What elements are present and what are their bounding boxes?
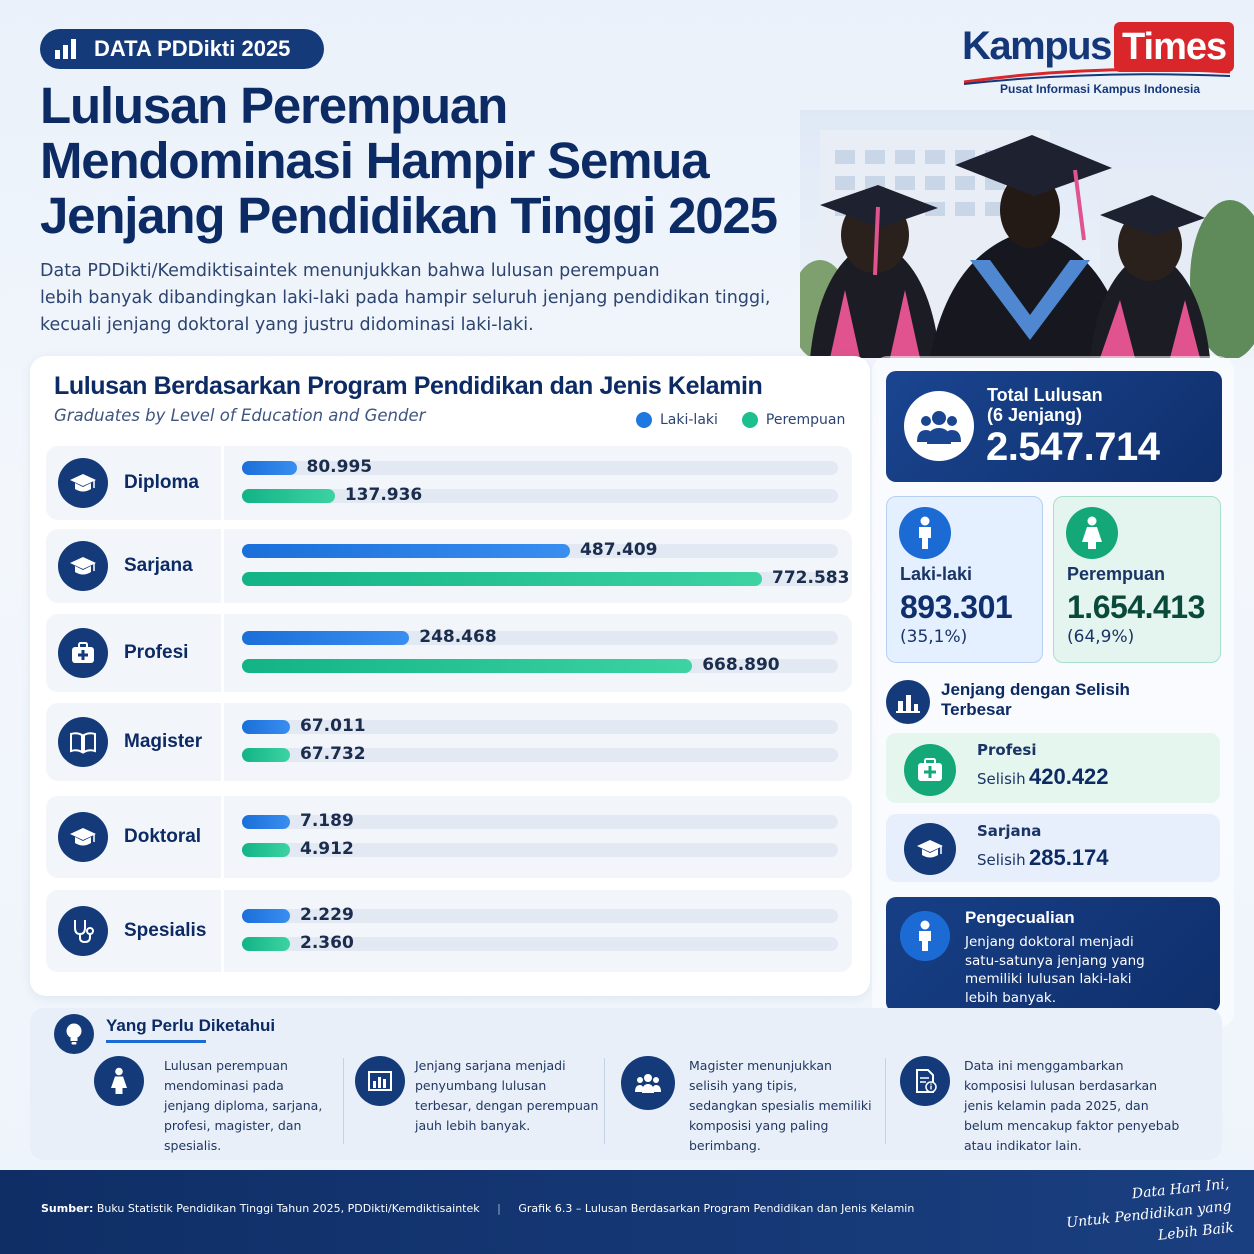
key-fact-line: belum mencakup faktor penyebab [964, 1118, 1180, 1133]
data-label: 67.011 [300, 716, 366, 736]
total-label-line: (6 Jenjang) [987, 405, 1083, 425]
gap-word: Selisih [977, 851, 1026, 869]
medical-kit-icon [58, 628, 108, 678]
key-fact-line: terbesar, dengan perempuan [415, 1098, 599, 1113]
key-fact-line: mendominasi pada [164, 1078, 284, 1093]
page-title [40, 78, 820, 243]
data-label: 772.583 [772, 568, 850, 588]
man-icon [899, 507, 951, 559]
gap-card-sarjana [886, 814, 1220, 882]
bar-chart-icon [886, 680, 930, 724]
data-label: 4.912 [300, 839, 354, 859]
key-fact-text [415, 1056, 598, 1136]
key-fact-text [689, 1056, 891, 1156]
key-fact-line: jauh lebih banyak. [415, 1118, 531, 1133]
intro-text [40, 258, 800, 339]
female-value: 1.654.413 [1067, 589, 1205, 625]
total-label [987, 385, 1187, 425]
total-graduates-card [886, 371, 1222, 482]
key-fact-line: komposisi lulusan berdasarkan [964, 1078, 1158, 1093]
key-fact-line: atau indikator lain. [964, 1138, 1082, 1153]
bar-female-doktoral [242, 843, 290, 857]
gap-name: Profesi [977, 741, 1037, 759]
badge-text: DATA PDDikti 2025 [94, 36, 291, 61]
category-label-box [46, 890, 224, 972]
female-graduates-card [1053, 496, 1221, 663]
bar-male-magister [242, 720, 290, 734]
medical-kit-icon [904, 744, 956, 796]
key-fact-item [621, 1056, 891, 1152]
male-percent: (35,1%) [900, 627, 968, 647]
female-label: Perempuan [1067, 564, 1166, 584]
bar-male-spesialis [242, 909, 290, 923]
legend-swatch [636, 412, 652, 428]
category-label-box [46, 703, 224, 781]
tagline-line: Untuk Pendidikan yang Lebih Baik [1065, 1198, 1235, 1244]
category-label: Sarjana [124, 555, 193, 576]
key-fact-line: profesi, magister, dan spesialis. [164, 1118, 302, 1153]
chart-row-diploma [46, 446, 852, 520]
logo-tagline: Pusat Informasi Kampus Indonesia [1000, 82, 1201, 96]
footer [0, 1170, 1254, 1254]
chart-legend [636, 412, 845, 428]
exception-line: satu-satunya jenjang yang [965, 952, 1145, 969]
chart-subtitle: Graduates by Level of Education and Gender [54, 406, 426, 425]
key-fact-item [900, 1056, 1200, 1152]
key-fact-text [964, 1056, 1179, 1156]
category-label: Profesi [124, 642, 189, 663]
data-label: 67.732 [300, 744, 366, 764]
exception-line: memiliki lulusan laki-laki [965, 971, 1132, 987]
group-icon [621, 1056, 675, 1110]
footer-tagline [1019, 1173, 1235, 1254]
key-fact-line: komposisi yang paling berimbang. [689, 1118, 829, 1153]
kampustimes-logo[interactable] [962, 20, 1234, 100]
gap-card-profesi [886, 733, 1220, 803]
chart-row-spesialis [46, 890, 852, 972]
category-label-box [46, 529, 224, 603]
key-fact-line: jenjang diploma, sarjana, [164, 1098, 323, 1113]
bar-female-sarjana [242, 572, 762, 586]
legend-swatch [742, 412, 758, 428]
chart-title: Lulusan Berdasarkan Program Pendidikan dan Jenis Kelamin [54, 372, 763, 400]
category-label-box [46, 446, 224, 520]
key-fact-line: penyumbang lulusan [415, 1078, 547, 1093]
category-label: Spesialis [124, 920, 207, 941]
male-label: Laki-laki [900, 564, 973, 584]
legend-label: Laki-laki [660, 412, 718, 428]
data-label: 487.409 [580, 540, 658, 560]
key-fact-line: sedangkan spesialis memiliki [689, 1098, 872, 1113]
key-fact-text [164, 1056, 344, 1156]
exception-title: Pengecualian [965, 908, 1075, 927]
intro-line: kecuali jenjang doktoral yang justru didominasi laki-laki. [40, 315, 534, 335]
chart-row-profesi [46, 614, 852, 692]
bar-female-magister [242, 748, 290, 762]
tagline-line: Data Hari Ini, [1131, 1176, 1230, 1203]
key-facts-title: Yang Perlu Diketahui [106, 1016, 276, 1035]
data-label: 80.995 [306, 457, 373, 477]
female-percent: (64,9%) [1067, 627, 1135, 647]
total-label-line: Total Lulusan [987, 385, 1103, 405]
data-label: 2.360 [300, 933, 354, 953]
gap-word: Selisih [977, 770, 1026, 788]
data-label: 248.468 [419, 627, 497, 647]
total-value: 2.547.714 [986, 425, 1160, 469]
category-label: Diploma [124, 472, 199, 493]
stethoscope-icon [58, 906, 108, 956]
gap-value: 420.422 [1029, 764, 1109, 789]
graduation-cap-icon [58, 458, 108, 508]
source-label: Sumber: [41, 1202, 94, 1215]
data-label: 668.890 [702, 655, 780, 675]
separator: | [497, 1202, 501, 1215]
legend-item-perempuan [742, 412, 845, 428]
largest-gap-heading [886, 678, 1222, 724]
gap-heading-line: Terbesar [941, 700, 1012, 719]
woman-icon [1066, 507, 1118, 559]
exception-text [965, 933, 1205, 1007]
data-label: 137.936 [344, 485, 423, 505]
key-fact-line: selisih yang tipis, [689, 1078, 798, 1093]
figure-text: Grafik 6.3 – Lulusan Berdasarkan Program Pendidikan dan Jenis Kelamin [518, 1202, 915, 1215]
gap-name: Sarjana [977, 822, 1042, 840]
bar-male-doktoral [242, 815, 290, 829]
bar-male-diploma [242, 461, 297, 475]
legend-item-laki-laki [636, 412, 718, 428]
bar-chart-icon [54, 38, 80, 60]
divider [343, 1058, 344, 1144]
key-fact-item [355, 1056, 605, 1152]
bar-male-sarjana [242, 544, 570, 558]
category-label: Doktoral [124, 826, 202, 847]
male-value: 893.301 [900, 589, 1013, 625]
logo-times: Times [1114, 22, 1234, 72]
man-icon [900, 911, 950, 961]
gap-heading-line: Jenjang dengan Selisih [941, 680, 1130, 699]
bar-female-spesialis [242, 937, 290, 951]
bar-female-diploma [242, 489, 335, 503]
key-fact-line: Magister menunjukkan [689, 1058, 832, 1073]
logo-kampus: Kampus [962, 24, 1111, 68]
divider [885, 1058, 886, 1144]
chart-panel [30, 356, 870, 996]
group-icon [904, 391, 974, 461]
key-fact-line: Lulusan perempuan [164, 1058, 288, 1073]
source-text: Buku Statistik Pendidikan Tinggi Tahun 2025, PDDikti/Kemdiktisaintek [96, 1202, 480, 1215]
bar-chart-icon [355, 1056, 405, 1106]
graduates-photo-illustration [800, 110, 1254, 358]
divider [604, 1058, 605, 1144]
bar-male-profesi [242, 631, 409, 645]
chart-row-sarjana [46, 529, 852, 603]
data-badge [40, 29, 324, 69]
title-line: Jenjang Pendidikan Tinggi 2025 [40, 187, 777, 244]
document-info-icon [900, 1056, 950, 1106]
intro-line: Data PDDikti/Kemdiktisaintek menunjukkan bahwa lulusan perempuan [40, 261, 660, 281]
intro-line: lebih banyak dibandingkan laki-laki pada hampir seluruh jenjang pendidikan tinggi, [40, 288, 771, 308]
chart-row-doktoral [46, 796, 852, 878]
graduation-cap-icon [58, 812, 108, 862]
exception-card [886, 897, 1220, 1012]
category-label-box [46, 614, 224, 692]
footer-source [41, 1202, 914, 1215]
legend-label: Perempuan [765, 412, 846, 428]
gap-heading-text [941, 680, 1161, 720]
key-facts-panel [30, 1008, 1222, 1160]
category-label-box [46, 796, 224, 878]
bar-female-profesi [242, 659, 692, 673]
lightbulb-icon [54, 1014, 94, 1054]
data-label: 2.229 [300, 905, 354, 925]
title-line: Lulusan Perempuan [40, 77, 508, 134]
key-fact-line: Data ini menggambarkan [964, 1058, 1124, 1073]
male-graduates-card [886, 496, 1043, 663]
key-fact-line: Jenjang sarjana menjadi [415, 1058, 566, 1073]
key-fact-line: jenis kelamin pada 2025, dan [964, 1098, 1149, 1113]
graduation-cap-icon [58, 541, 108, 591]
category-label: Magister [124, 731, 203, 752]
woman-icon [94, 1056, 144, 1106]
graduation-cap-icon [904, 823, 956, 875]
chart-row-magister [46, 703, 852, 781]
gap-value: 285.174 [1029, 845, 1109, 870]
title-line: Mendominasi Hampir Semua [40, 132, 709, 189]
exception-line: lebih banyak. [965, 989, 1056, 1006]
key-fact-item [94, 1056, 344, 1152]
data-label: 7.189 [300, 811, 354, 831]
exception-line: Jenjang doktoral menjadi [965, 934, 1134, 950]
open-book-icon [58, 717, 108, 767]
title-underline [106, 1040, 206, 1043]
